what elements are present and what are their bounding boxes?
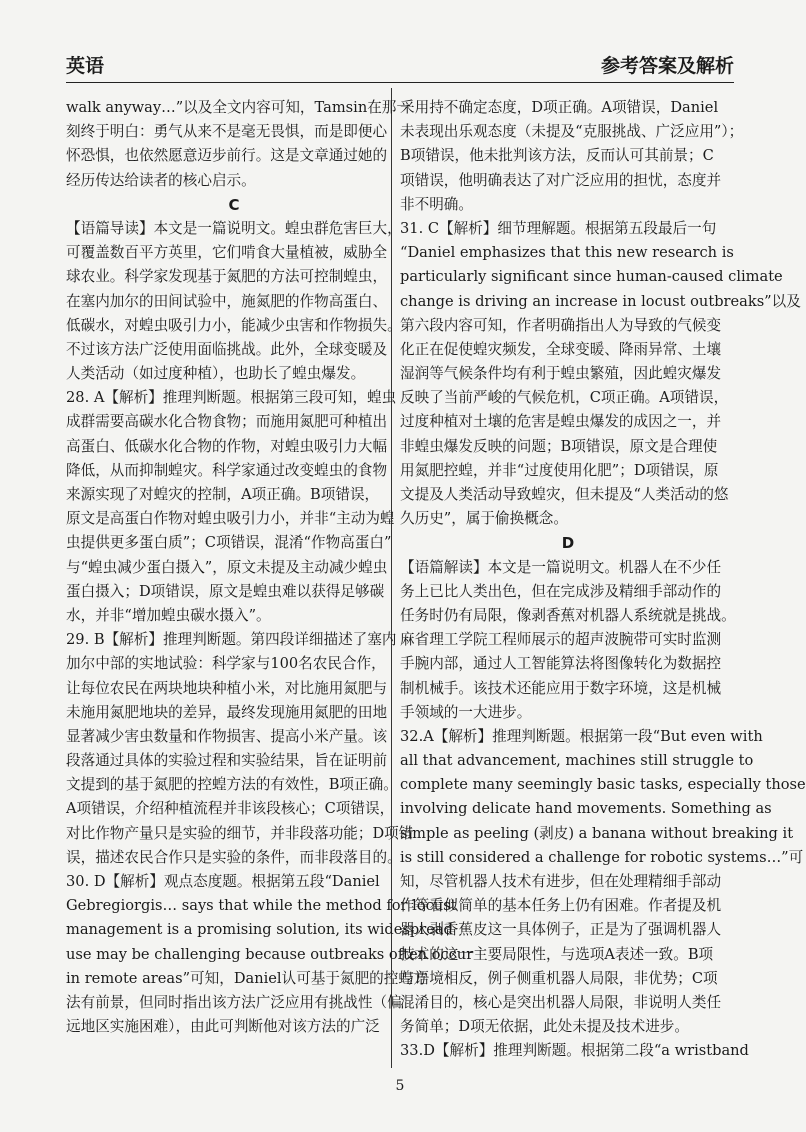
text-line: 让每位农民在两块地块种植小米，对比施用氮肥与 (66, 679, 388, 697)
text-line: 任务时仍有局限，像剥香蕉对机器人系统就是挑战。 (400, 606, 736, 624)
text-line: 器人剥香蕉皮这一具体例子，正是为了强调机器人 (400, 921, 722, 939)
text-line: 务上已比人类出色，但在完成涉及精细手部动作的 (400, 582, 722, 600)
text-line: 30. D【解析】观点态度题。根据第五段“Daniel (66, 873, 380, 890)
text-line: 作等看似简单的基本任务上仍有困难。作者提及机 (400, 897, 722, 915)
text-line: 显著减少害虫数量和作物损害、提高小米产量。该 (66, 727, 388, 745)
text-line: particularly significant since human-caused climate (400, 268, 783, 286)
text-line: 与语境相反，例子侧重机器人局限，非优势；C项 (400, 969, 718, 987)
text-line: 法有前景，但同时指出该方法广泛应用有挑战性（偏 (66, 993, 402, 1011)
text-line: Gebregiorgis… says that while the method for locust (66, 897, 457, 915)
text-line: 人类活动（如过度种植），也助长了蝗虫爆发。 (66, 365, 366, 383)
right-column (400, 96, 806, 1064)
text-line: is still considered a challenge for robotic systems…”可 (400, 848, 804, 866)
text-line: 段落通过具体的实验过程和实验结果，旨在证明前 (66, 752, 388, 770)
text-line: 混淆目的，核心是突出机器人局限，非说明人类任 (400, 993, 722, 1011)
text-line: 蛋白摄入；D项错误，原文是蝗虫难以获得足够碳 (66, 582, 385, 600)
text-line: in remote areas”可知，Daniel认可基于氮肥的控蝗方 (66, 969, 428, 987)
text-line: 33.D【解析】推理判断题。根据第二段“a wristband (400, 1042, 749, 1060)
text-line: 采用持不确定态度，D项正确。A项错误，Daniel (400, 99, 719, 116)
text-line: management is a promising solution, its widespread (66, 921, 453, 939)
text-line: 水，并非“增加蝗虫碳水摄入”。 (66, 606, 271, 624)
text-line: 文提及人类活动导致蝗灾，但未提及“人类活动的悠 (400, 486, 729, 503)
text-line: 反映了当前严峻的气候危机，C项正确。A项错误， (400, 389, 729, 407)
text-line: “Daniel emphasizes that this new research is (400, 244, 734, 262)
text-line: complete many seemingly basic tasks, especially those (400, 776, 806, 794)
text-line: 虫提供更多蛋白质”；C项错误，混淆“作物高蛋白” (66, 534, 392, 552)
text-line: 制机械手。该技术还能应用于数字环境，这是机械 (400, 679, 722, 697)
text-line: A项错误，介绍种植流程并非该段核心；C项错误， (66, 800, 395, 818)
text-line: 未施用氮肥地块的差异，最终发现施用氮肥的田地 (66, 703, 388, 721)
text-line: 未表现出乐观态度（未提及“克服挑战、广泛应用”）； (400, 123, 744, 141)
text-line: change is driving an increase in locust outbreaks”以及 (400, 292, 801, 310)
text-line: 加尔中部的实地试验：科学家与100名农民合作， (66, 655, 386, 673)
text-line: simple as peeling (剥皮) a banana without breaking it (400, 824, 794, 842)
text-line: involving delicate hand movements. Something as (400, 800, 772, 818)
page-header (66, 54, 734, 83)
text-line: 用氮肥控蝗，并非“过度使用化肥”；D项错误，原 (400, 461, 719, 479)
text-line: 经历传达给读者的核心启示。 (66, 171, 256, 189)
text-line: 来源实现了对蝗灾的控制，A项正确。B项错误， (66, 486, 380, 503)
text-line: 务简单；D项无依据，此处未提及技术进步。 (400, 1018, 689, 1036)
text-line: 原文是高蛋白作物对蝗虫吸引力小，并非“主动为蝗 (66, 510, 395, 528)
text-line: 项错误，他明确表达了对广泛应用的担忧，态度并 (400, 171, 722, 189)
text-line: 对比作物产量只是实验的细节，并非段落功能；D项错 (66, 824, 414, 842)
text-line: 可覆盖数百平方英里，它们啃食大量植被，威胁全 (66, 244, 388, 262)
text-line: B项错误，他未批判该方法，反而认可其前景；C (400, 147, 714, 165)
text-line: 麻省理工学院工程师展示的超声波腕带可实时监测 (400, 631, 722, 649)
text-line: 第六段内容可知，作者明确指出人为导致的气候变 (400, 316, 722, 334)
text-line: 【语篇解读】本文是一篇说明文。机器人在不少任 (400, 558, 722, 576)
text-line: 球农业。科学家发现基于氮肥的方法可控制蝗虫， (66, 268, 388, 286)
text-line: 与“蝗虫减少蛋白摄入”，原文未提及主动减少蝗虫 (66, 558, 388, 576)
text-line: 文提到的基于氮肥的控蝗方法的有效性，B项正确。 (66, 776, 398, 794)
section-heading: C (228, 195, 240, 214)
text-line: 低碳水，对蝗虫吸引力小，能减少虫害和作物损失。 (66, 316, 402, 334)
text-line: 技术的这一主要局限性，与选项A表述一致。B项 (400, 945, 714, 963)
text-line: 刻终于明白：勇气从来不是毫无畏惧，而是即便心 (66, 123, 388, 141)
text-line: 成群需要高碳水化合物食物；而施用氮肥可种植出 (66, 413, 388, 431)
text-line: walk anyway…”以及全文内容可知，Tamsin在那一 (66, 99, 411, 116)
text-line: 化正在促使蝗灾频发，全球变暖、降雨异常、土壤 (400, 340, 722, 358)
text-line: use may be challenging because outbreaks often occur (66, 945, 474, 963)
text-line: 远地区实施困难），由此可判断他对该方法的广泛 (66, 1018, 380, 1036)
text-line: 湿润等气候条件均有利于蝗虫繁殖，因此蝗灾爆发 (400, 365, 722, 383)
text-line: 29. B【解析】推理判断题。第四段详细描述了塞内 (66, 631, 397, 649)
text-line: 手领域的一大进步。 (400, 703, 532, 721)
header-subject: 英语 (66, 55, 105, 77)
header-title: 参考答案及解析 (600, 55, 734, 77)
text-line: 在塞内加尔的田间试验中，施氮肥的作物高蛋白、 (66, 292, 388, 310)
text-line: 28. A【解析】推理判断题。根据第三段可知，蝗虫 (66, 389, 397, 407)
text-line: 【语篇导读】本文是一篇说明文。蝗虫群危害巨大， (66, 219, 402, 237)
text-line: all that advancement, machines still struggle to (400, 752, 754, 770)
text-line: 降低，从而抑制蝗灾。科学家通过改变蝗虫的食物 (66, 461, 388, 479)
page-number: 5 (395, 1078, 405, 1094)
text-line: 不过该方法广泛使用面临挑战。此外，全球变暖及 (66, 340, 388, 358)
text-line: 32.A【解析】推理判断题。根据第一段“But even with (400, 727, 763, 745)
text-line: 31. C【解析】细节理解题。根据第五段最后一句 (400, 219, 717, 237)
text-line: 怀恐惧，也依然愿意迈步前行。这是文章通过她的 (66, 147, 388, 165)
text-line: 误，描述农民合作只是实验的条件，而非段落目的。 (66, 848, 402, 866)
text-line: 过度种植对土壤的危害是蝗虫爆发的成因之一，并 (400, 413, 722, 431)
section-heading: D (561, 534, 575, 553)
text-line: 久历史”，属于偷换概念。 (400, 510, 568, 528)
text-line: 非不明确。 (400, 195, 473, 213)
text-line: 非蝗虫爆发反映的问题；B项错误，原文是合理使 (400, 437, 718, 455)
text-line: 手腕内部，通过人工智能算法将图像转化为数据控 (400, 655, 722, 673)
text-line: 高蛋白、低碳水化合物的作物，对蝗虫吸引力大幅 (66, 437, 388, 455)
text-line: 知，尽管机器人技术有进步，但在处理精细手部动 (400, 873, 722, 890)
